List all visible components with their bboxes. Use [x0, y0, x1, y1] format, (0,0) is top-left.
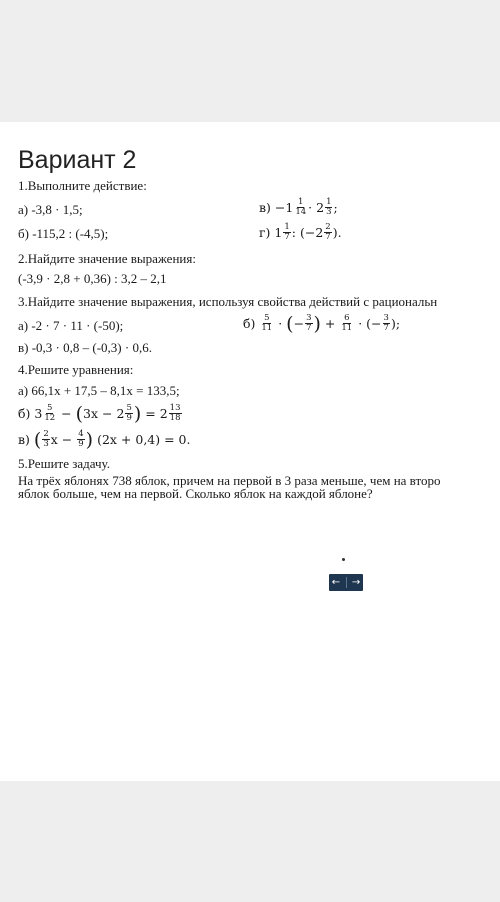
- task1-v: в) −1 $\frac{1}{14}$ · 2 $\frac{1}{3}$ ;: [259, 197, 338, 217]
- worksheet-page: [0, 122, 500, 781]
- task1-g-fraction-1: $\frac{1}{7}$: [284, 222, 290, 242]
- page-title: Вариант 2: [18, 146, 137, 174]
- cursor-dot: [342, 558, 345, 561]
- prev-arrow-icon[interactable]: ←: [331, 577, 341, 588]
- task1-v-label: в) −1: [259, 199, 294, 215]
- task4-v: в) ( $\frac{2}{3}$ x − $\frac{4}{9}$ ) (2x + 0,4) = 0.: [18, 428, 191, 451]
- task1-b: б) -115,2 : (-4,5);: [18, 226, 109, 241]
- task1-g-fraction-2: $\frac{2}{7}$: [325, 222, 331, 242]
- task3-heading: 3.Найдите значение выражения, используя свойства действий с рациональн: [18, 294, 438, 309]
- nav-divider: [346, 577, 347, 588]
- task1-v-fraction-2: $\frac{1}{3}$: [326, 197, 332, 217]
- task2-heading: 2.Найдите значение выражения:: [18, 251, 196, 266]
- task3-b: б) $\frac{5}{11}$ · ( − $\frac{3}{7}$ ) + $\frac{6}{11}$ · (− $\frac{3}{7}$ );: [243, 312, 401, 335]
- task4-a: а) 66,1x + 17,5 – 8,1x = 133,5;: [18, 383, 180, 398]
- task2-expression: (-3,9 · 2,8 + 0,36) : 3,2 – 2,1: [18, 271, 167, 286]
- task5-text-line1: На трёх яблонях 738 яблок, причем на первой в 3 раза меньше, чем на второ: [18, 473, 441, 488]
- task4-heading: 4.Решите уравнения:: [18, 362, 134, 377]
- task4-b: б) 3 $\frac{5}{12}$ − ( 3x − 2 $\frac{5}{9}$ ) = 2 $\frac{13}{18}$: [18, 402, 181, 425]
- task5-text-line2: яблок больше, чем на первой. Сколько яблок на каждой яблоне?: [18, 486, 373, 501]
- task3-v: в) -0,3 · 0,8 – (-0,3) · 0,6.: [18, 340, 152, 355]
- task1-a: а) -3,8 · 1,5;: [18, 202, 83, 217]
- task1-g: г) 1 $\frac{1}{7}$ : (−2 $\frac{2}{7}$ ).: [259, 222, 342, 242]
- task1-v-fraction-1: $\frac{1}{14}$: [295, 197, 307, 217]
- task3-a: а) -2 · 7 · 11 · (-50);: [18, 318, 124, 333]
- next-arrow-icon[interactable]: →: [351, 577, 361, 588]
- task5-heading: 5.Решите задачу.: [18, 456, 111, 471]
- task1-heading: 1.Выполните действие:: [18, 178, 147, 193]
- task1-g-label: г) 1: [259, 224, 283, 240]
- nav-arrows[interactable]: [329, 574, 363, 591]
